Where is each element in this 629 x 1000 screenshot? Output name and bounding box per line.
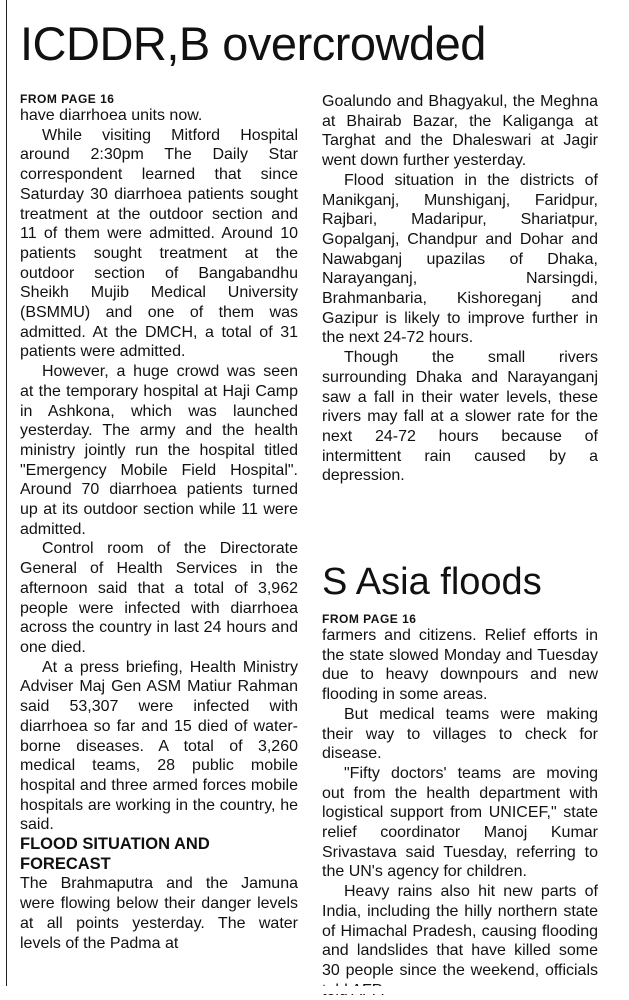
- paragraph: Goalundo and Bhagyakul, the Meghna at Bhairab Bazar, the Kaliganga at Targhat and the Dhaleswari at Jagir went down further yesterday.: [322, 93, 598, 170]
- story1-right-body: [322, 92, 598, 486]
- headline-s-asia-floods: S Asia floods: [322, 561, 542, 603]
- story2-column: [322, 612, 598, 1000]
- page-bottom-edge: [0, 986, 629, 994]
- paragraph: Though the small rivers surrounding Dhaka and Narayanganj saw a fall in their water levels, these rivers may fall at a slower rate for the next 24-72 hours because of intermittent rain caused by a depression.: [322, 349, 598, 485]
- headline-icddrb: ICDDR,B overcrowded: [20, 17, 486, 70]
- column-rule: [6, 0, 7, 994]
- paragraph: have diarrhoea units now.: [20, 107, 203, 124]
- paragraph: Flood situation in the districts of Manikganj, Munshiganj, Faridpur, Rajbari, Madaripur, Shariatpur, Gopalganj, Chandpur and Dohar and Nawabganj upazilas of Dhaka, Narayanganj, Narsingdi, Brahmanbaria, Kishoreganj and Gazipur is likely to improve further in the next 24-72 hours.: [322, 171, 598, 347]
- paragraph: However, a huge crowd was seen at the temporary hospital at Haji Camp in Ashkona, which was launched yesterday. The army and the health ministry jointly run the hospital titled "Emergency Mobile Field Hospital". Around 70 diarrhoea patients turned up at its outdoor section while 11 were admitted.: [20, 363, 298, 538]
- paragraph: Control room of the Directorate General of Health Services in the afternoon said that a total of 3,962 people were infected with diarrhoea across the country in last 24 hours and one died.: [20, 540, 298, 656]
- paragraph: While visiting Mitford Hospital around 2:30pm The Daily Star correspondent learned that since Saturday 30 diarrhoea patients sought treatment at the outdoor section and 11 of them were admitted. Around 10 patients sought treatment at the outdoor section of Bangabandhu Sheikh Mujib Medical University (BSMMU) and one of them was admitted. At the DMCH, a total of 31 patients were admitted.: [20, 126, 298, 361]
- story1-left-column: [20, 92, 298, 953]
- paragraph: At a press briefing, Health Ministry Adviser Maj Gen ASM Matiur Rahman said 53,307 were infected with diarrhoea so far and 15 died of water-borne diseases. A total of 3,260 medical teams, 28 public mobile hospital and three armed forces mobile hospitals are working in the country, he said.: [20, 658, 298, 834]
- paragraph: Heavy rains also hit new parts of India, including the hilly northern state of Himachal Pradesh, causing flooding and landslides that have killed some 30 people since the weekend, officials: [322, 883, 598, 979]
- from-page-label: FROM PAGE 16: [20, 92, 115, 106]
- paragraph: The Brahmaputra and the Jamuna were flowing below their danger levels at all points yesterday. The water levels of the Padma at: [20, 875, 298, 952]
- from-page-label: FROM PAGE 16: [322, 612, 417, 626]
- paragraph: But medical teams were making their way to villages to check for disease.: [322, 705, 598, 763]
- paragraph: farmers and citizens. Relief efforts in the state slowed Monday and Tuesday due to heavy downpours and new flooding in some areas.: [322, 627, 598, 704]
- story1-left-body: [20, 106, 298, 835]
- story1-right-column: [322, 92, 598, 486]
- story2-body: [322, 626, 598, 1000]
- paragraph: "Fifty doctors' teams are moving out from the health department with logistical support from UNICEF," state relief coordinator Manoj Kumar Srivastava said Tuesday, referring to the UN's agency for children.: [322, 764, 598, 881]
- subhead-flood-situation: FLOOD SITUATION AND FORECAST: [20, 835, 210, 873]
